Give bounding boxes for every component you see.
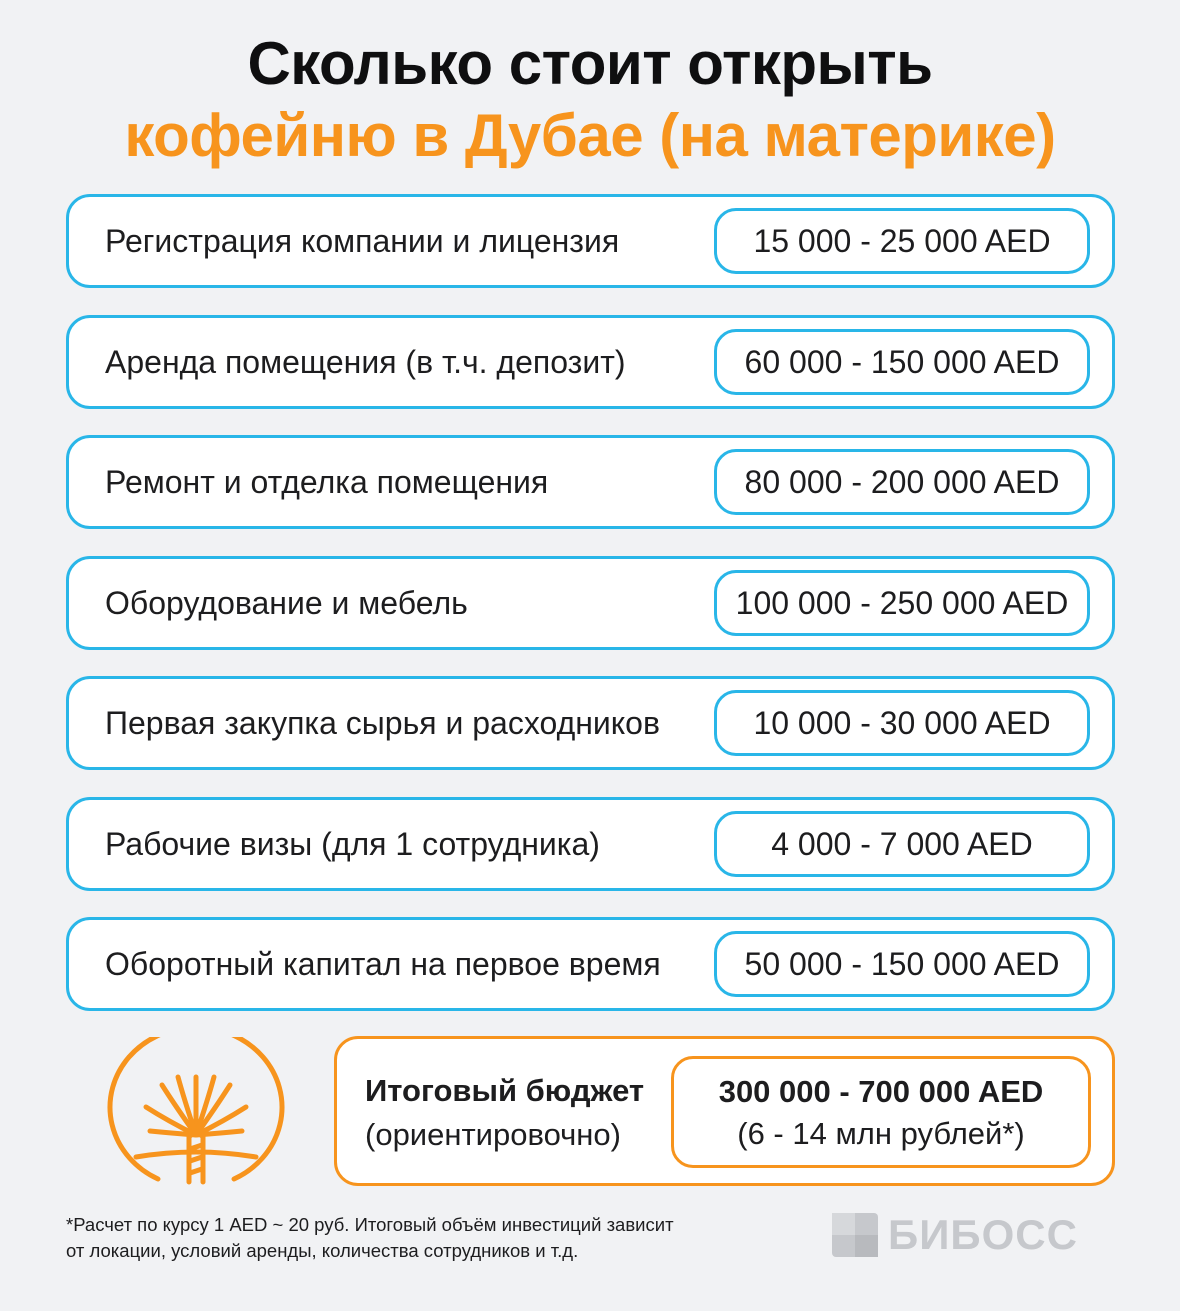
total-budget-card (334, 1036, 1115, 1186)
total-sublabel: (ориентировочно) (365, 1117, 621, 1152)
bibos-logo-icon (832, 1213, 878, 1257)
cost-label: Первая закупка сырья и расходников (105, 705, 660, 741)
cost-row (66, 315, 1115, 409)
cost-row (66, 676, 1115, 770)
cost-value: 15 000 - 25 000 AED (714, 208, 1090, 274)
cost-value: 10 000 - 30 000 AED (714, 690, 1090, 756)
cost-list (66, 194, 1115, 1038)
brand-name: БИБОСС (888, 1211, 1078, 1258)
cost-value: 50 000 - 150 000 AED (714, 931, 1090, 997)
total-value-box (671, 1056, 1091, 1168)
cost-row (66, 435, 1115, 529)
palm-island-icon (106, 1037, 286, 1187)
cost-row (66, 194, 1115, 288)
cost-label: Регистрация компании и лицензия (105, 223, 620, 259)
footnote-line-2: от локации, условий аренды, количества сотрудников и т.д. (66, 1240, 579, 1261)
footnote-line-1: *Расчет по курсу 1 AED ~ 20 руб. Итоговый объём инвестиций зависит (66, 1214, 674, 1235)
cost-value: 80 000 - 200 000 AED (714, 449, 1090, 515)
cost-value: 60 000 - 150 000 AED (714, 329, 1090, 395)
cost-row (66, 917, 1115, 1011)
cost-label: Аренда помещения (в т.ч. депозит) (105, 343, 626, 380)
total-value: 300 000 - 700 000 AED (718, 1074, 1044, 1109)
title-line-1: Сколько стоит открыть (247, 30, 933, 97)
title-line-2: кофейню в Дубае (на материке) (124, 102, 1056, 169)
footnote (66, 1212, 766, 1264)
total-subvalue: (6 - 14 млн рублей*) (737, 1116, 1025, 1151)
cost-label: Оборудование и мебель (105, 584, 468, 621)
cost-row (66, 797, 1115, 891)
cost-label: Ремонт и отделка помещения (105, 464, 549, 500)
page-title (0, 28, 1180, 172)
total-label: Итоговый бюджет (365, 1073, 645, 1108)
cost-label: Оборотный капитал на первое время (105, 946, 661, 982)
cost-value: 100 000 - 250 000 AED (714, 570, 1090, 636)
brand-logo (832, 1212, 1078, 1258)
cost-label: Рабочие визы (для 1 сотрудника) (105, 825, 600, 862)
cost-value: 4 000 - 7 000 AED (714, 811, 1090, 877)
cost-row (66, 556, 1115, 650)
total-label-block (365, 1069, 644, 1157)
